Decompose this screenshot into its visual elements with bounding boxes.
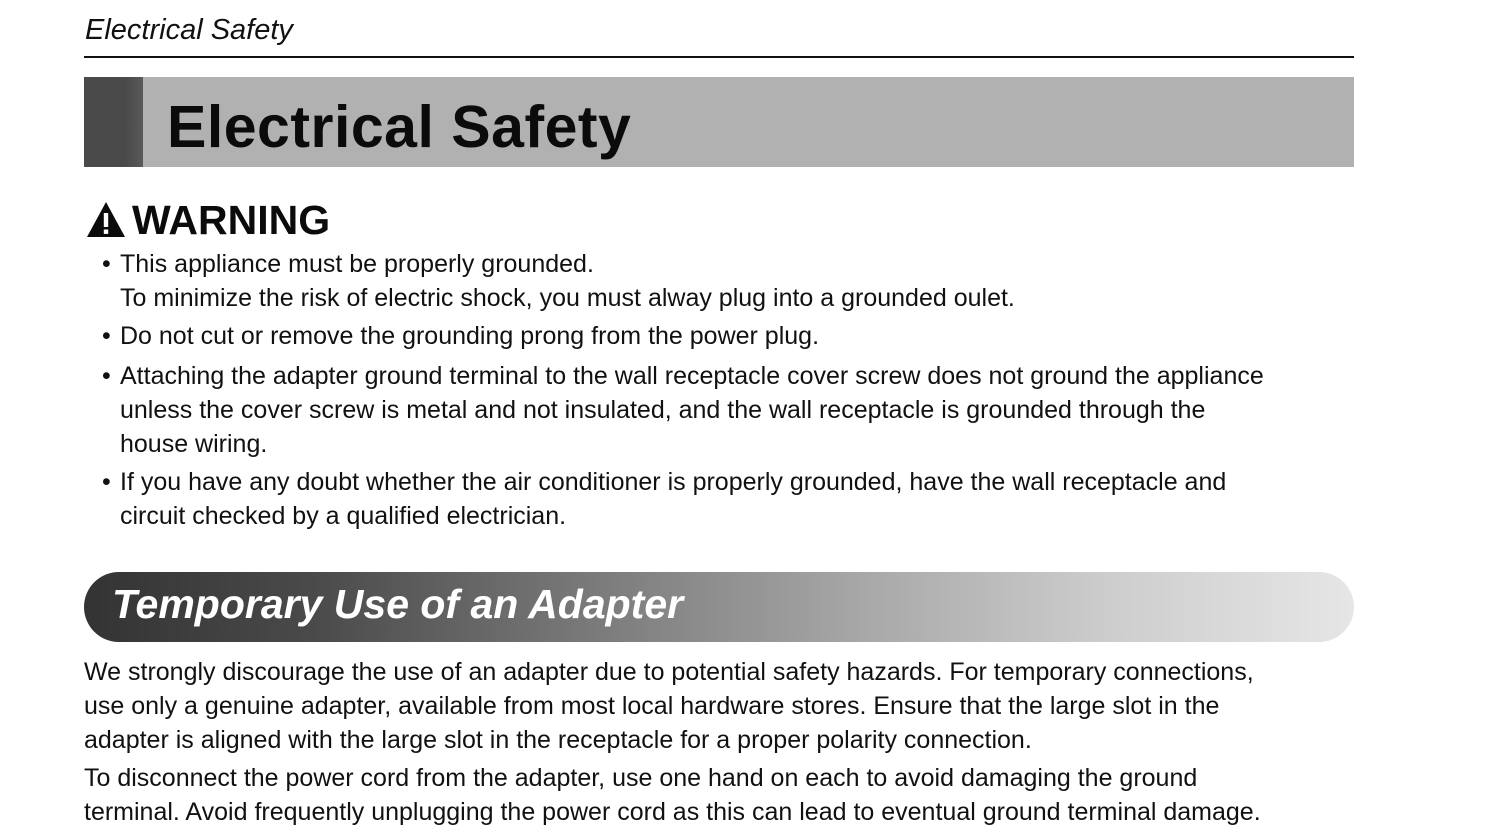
bullet-line: To minimize the risk of electric shock, you must alway plug into a grounded oulet. — [120, 284, 1015, 312]
bullet-line: If you have any doubt whether the air conditioner is properly grounded, have the wall receptacle and — [120, 468, 1227, 496]
section-title: Temporary Use of an Adapter — [112, 581, 684, 627]
paragraph-line: terminal. Avoid frequently unplugging the power cord as this can lead to eventual ground terminal damage. — [84, 798, 1261, 826]
paragraph-line: use only a genuine adapter, available from most local hardware stores. Ensure that the large slot in the — [84, 692, 1220, 720]
body-paragraph — [84, 655, 1359, 757]
bullet-dot: • — [102, 322, 111, 350]
header-rule — [84, 56, 1354, 58]
title-accent-block — [84, 77, 143, 167]
bullet-dot: • — [102, 362, 111, 390]
bullet-line: Do not cut or remove the grounding prong from the power plug. — [120, 322, 820, 350]
section-banner — [84, 572, 1354, 642]
bullet-line: circuit checked by a qualified electrician. — [120, 502, 567, 530]
bullet-line: unless the cover screw is metal and not insulated, and the wall receptacle is grounded through the — [120, 396, 1206, 424]
body-paragraph — [84, 761, 1359, 829]
warning-heading — [86, 197, 330, 243]
warning-bullet-item — [102, 319, 1357, 353]
paragraph-line: adapter is aligned with the large slot in the receptacle for a proper polarity connection. — [84, 726, 1032, 754]
paragraph-line: To disconnect the power cord from the adapter, use one hand on each to avoid damaging the ground — [84, 764, 1198, 792]
page-title: Electrical Safety — [167, 94, 632, 160]
paragraph-line: We strongly discourage the use of an adapter due to potential safety hazards. For temporary connections, — [84, 658, 1254, 686]
bullet-dot: • — [102, 250, 111, 278]
bullet-line: This appliance must be properly grounded. — [120, 250, 594, 278]
warning-label: WARNING — [132, 197, 331, 243]
warning-triangle-icon — [86, 201, 126, 239]
warning-bullet-item — [102, 359, 1357, 461]
bullet-line: house wiring. — [120, 430, 268, 458]
bullet-dot: • — [102, 468, 111, 496]
warning-bullet-item — [102, 247, 1357, 315]
warning-bullet-item — [102, 465, 1357, 533]
running-header: Electrical Safety — [85, 14, 293, 46]
bullet-line: Attaching the adapter ground terminal to the wall receptacle cover screw does not ground the appliance — [120, 362, 1264, 390]
title-banner — [84, 77, 1354, 167]
